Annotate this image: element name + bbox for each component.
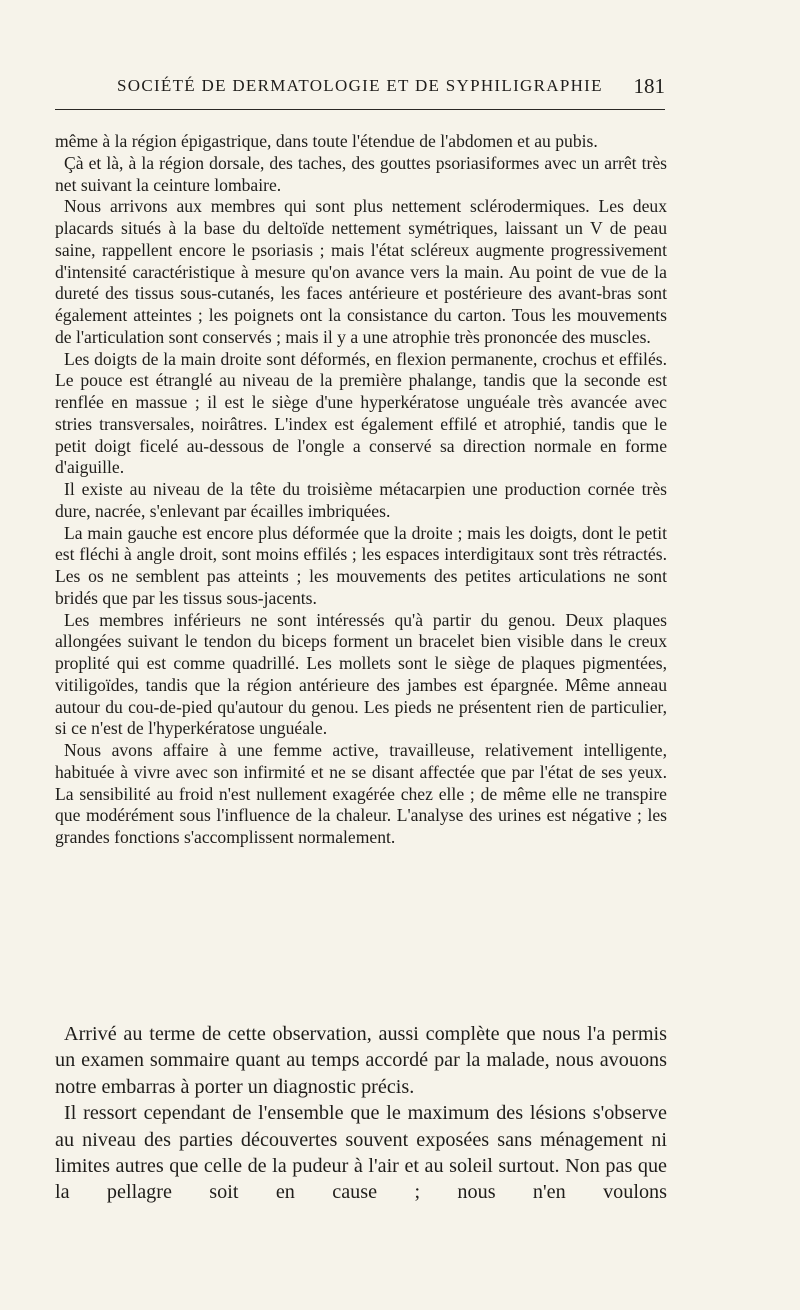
header-rule [55,109,665,110]
paragraph: Arrivé au terme de cette observation, aussi complète que nous l'a permis un examen sommaire quant au temps accordé par la malade, nous avouons notre embarras à porter un diagnostic précis. [55,1023,667,1098]
paragraph: Çà et là, à la région dorsale, des taches, des gouttes psoriasiformes avec un arrêt très net suivant la ceinture lombaire. [55,152,667,195]
page-number: 181 [633,74,665,98]
discussion-text [55,1021,667,1206]
observation-text [55,131,667,849]
paragraph: Nous arrivons aux membres qui sont plus nettement sclérodermiques. Les deux placards situés à la base du deltoïde nettement symétriques, laissant un V de peau saine, rappellent encore le psoriasis ; mais l'état scléreux augmente progressivement d'intensité caractéristique à mesure qu'on avance vers la main. Au point de vue de la dureté des tissus sous-cutanés, les faces antérieure et postérieure des avant-bras sont également atteintes ; les poignets ont la consistance du carton. Tous les mouvements de l'articulation sont conservés ; mais il y a une atrophie très prononcée des muscles. [55,196,667,347]
paragraph: même à la région épigastrique, dans toute l'étendue de l'abdomen et au pubis. [55,131,598,151]
paragraph: Les doigts de la main droite sont déformés, en flexion permanente, crochus et effilés. Le pouce est étranglé au niveau de la première phalange, tandis que la seconde est renflée en massue ; il est le siège d'une hyperkératose unguéale très avancée avec stries transversales, noirâtres. L'index est également effilé et atrophié, tandis que le petit doigt ficelé au-dessous de l'ongle a conservé sa direction normale en forme d'aiguille. [55,348,667,478]
paragraph: Nous avons affaire à une femme active, travailleuse, relativement intelligente, habituée à vivre avec son infirmité et ne se disant affectée que par l'état de ses yeux. La sensibilité au froid n'est nullement exagérée chez elle ; de même elle ne transpire que modérément sous l'influence de la chaleur. L'analyse des urines est négative ; les grandes fonctions s'accomplissent normalement. [55,740,667,847]
paragraph: La main gauche est encore plus déformée que la droite ; mais les doigts, dont le petit est fléchi à angle droit, sont moins effilés ; les espaces interdigitaux sont très rétractés. Les os ne semblent pas atteints ; les mouvements des petites articulations ne sont bridés que par les tissus sous-jacents. [55,522,667,608]
paragraph: Il ressort cependant de l'ensemble que le maximum des lésions s'observe au niveau des parties découvertes souvent exposées sans ménagement ni limites autres que celle de la pudeur à l'air et au soleil surtout. Non pas que la pellagre soit en cause ; nous n'en voulons [55,1102,667,1204]
paragraph: Les membres inférieurs ne sont intéressés qu'à partir du genou. Deux plaques allongées suivant le tendon du biceps forment un bracelet bien visible dans le creux proplité qui est comme quadrillé. Les mollets sont le siège de plaques pigmentées, vitiligoïdes, tandis que la région antérieure des jambes est épargnée. Même anneau autour du cou-de-pied qu'autour du genou. Les pieds ne présentent rien de particulier, si ce n'est de l'hyperkératose unguéale. [55,609,667,739]
paragraph: Il existe au niveau de la tête du troisième métacarpien une production cornée très dure, nacrée, s'enlevant par écailles imbriquées. [55,479,667,521]
page-header [55,76,665,104]
running-head: SOCIÉTÉ DE DERMATOLOGIE ET DE SYPHILIGRAPHIE [117,76,603,95]
